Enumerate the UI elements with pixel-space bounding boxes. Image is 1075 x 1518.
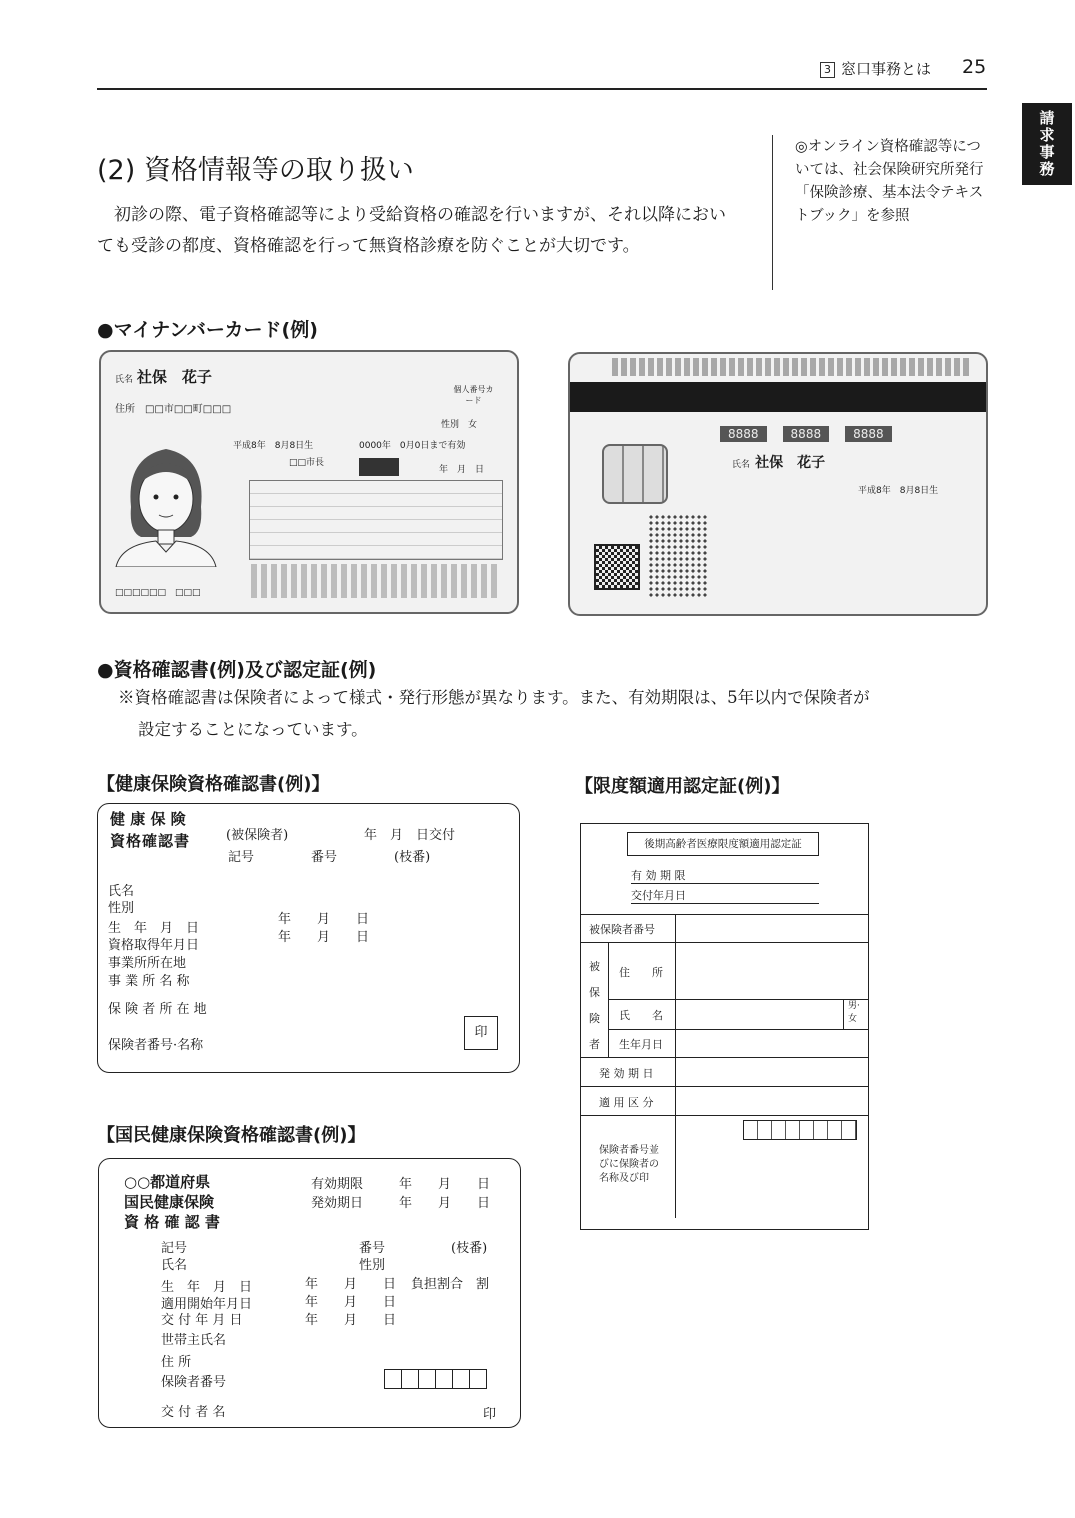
card-name: 社保 花子	[136, 368, 212, 386]
kokumin-pref: ○○都道府県	[124, 1173, 211, 1191]
card-address-label: 住所	[115, 404, 135, 415]
side-tab: 請求事務	[1022, 103, 1072, 185]
kokumin-bango: 番号	[359, 1241, 386, 1256]
card-bottom-codes: □□□□□□ □□□	[115, 588, 201, 598]
kokumin-yuko-value: 年 月 日	[399, 1177, 491, 1192]
ic-chip	[602, 444, 668, 504]
gendo-number-grid	[743, 1120, 857, 1140]
number-block: 8888	[720, 426, 767, 442]
card-back-name-label: 氏名	[732, 460, 751, 470]
section-title: 窓口事務とは	[841, 60, 932, 78]
card-sex: 女	[468, 420, 478, 430]
kenko-shutoku: 資格取得年月日	[108, 938, 200, 953]
kenko-kofu: 年 月 日交付	[364, 828, 456, 843]
kokumin-kigo: 記号	[161, 1241, 188, 1256]
kenko-hihokensha: (被保険者)	[226, 828, 289, 843]
gendo-title: 後期高齢者医療限度額適用認定証	[627, 832, 819, 856]
card-name-label: 氏名	[115, 375, 134, 385]
intro-text: 初診の際、電子資格確認等により受給資格の確認を行いますが、それ以降においても受診の都度、資格確認を行って無資格診療を防ぐことが大切です。	[97, 205, 726, 256]
kenko-seinengappi-value: 年 月 日	[278, 912, 370, 927]
mynumber-heading: ●マイナンバーカード(例)	[97, 319, 318, 341]
kokumin-edaban: (枝番)	[451, 1241, 488, 1256]
kokumin-heading: 【国民健康保険資格確認書(例)】	[97, 1125, 366, 1146]
mynumber-card-front	[99, 350, 519, 614]
kenko-shutoku-value: 年 月 日	[278, 930, 370, 945]
card-back-name: 社保 花子	[755, 455, 826, 471]
gendo-danjo: 男·女	[848, 1001, 860, 1024]
note-divider	[772, 135, 773, 290]
card-signature-area	[249, 480, 503, 560]
card-issuer: □□市長	[289, 458, 325, 468]
kokumin-hakko-value: 年 月 日	[399, 1196, 491, 1211]
kokumin-seibetsu: 性別	[359, 1258, 386, 1273]
kenko-title1: 健 康 保 険	[110, 810, 186, 828]
kokumin-futan: 負担割合 割	[411, 1277, 490, 1292]
card-seal	[359, 458, 399, 476]
qr-code	[594, 544, 640, 590]
gendo-form	[580, 823, 869, 1230]
kokumin-form	[98, 1158, 521, 1428]
card-ym: 年 月 日	[439, 465, 485, 475]
gendo-hihokensha: 被保険者	[589, 960, 600, 1051]
number-block: 8888	[845, 426, 892, 442]
kokumin-number-grid	[385, 1369, 487, 1393]
shikaku-note-line1: ※資格確認書は保険者によって様式・発行形態が異なります。また、有効期限は、5年以内で保険者が	[118, 688, 870, 707]
gendo-kofu: 交付年月日	[631, 887, 819, 904]
kenko-seal-box: 印	[464, 1016, 498, 1050]
kokumin-yuko: 有効期限	[311, 1177, 364, 1192]
card-photo	[111, 437, 221, 567]
number-boxes	[720, 423, 892, 442]
kokumin-hokensha-bango: 保険者番号	[161, 1375, 227, 1390]
card-dotcodes	[251, 564, 501, 598]
dot-grid	[648, 514, 708, 599]
card-back-dots	[612, 358, 972, 376]
header-rule	[97, 88, 987, 90]
card-address: □□市□□町□□□	[145, 404, 232, 415]
kokumin-seinengappi: 生 年 月 日	[161, 1280, 253, 1295]
kenko-form	[97, 803, 520, 1073]
side-note: ◎オンライン資格確認等については、社会保険研究所発行「保険診療、基本法令テキストブック」を参照	[795, 139, 984, 224]
gendo-hakko: 発 効 期 日	[599, 1067, 654, 1080]
gendo-jusho: 住 所	[619, 966, 663, 979]
kenko-edaban: (枝番)	[394, 850, 431, 865]
kenko-hokensha-bango: 保険者番号·名称	[108, 1038, 204, 1053]
kokumin-jusho: 住 所	[161, 1355, 192, 1370]
kokumin-seinengappi-value: 年 月 日	[305, 1277, 397, 1292]
kenko-jigyosho-shozai: 事業所所在地	[108, 956, 187, 971]
kokumin-setai: 世帯主氏名	[161, 1333, 227, 1348]
kenko-heading: 【健康保険資格確認書(例)】	[97, 774, 330, 795]
kokumin-title1: 国民健康保険	[124, 1193, 215, 1211]
gendo-kubun: 適 用 区 分	[599, 1096, 654, 1109]
mynumber-card-back	[568, 352, 988, 616]
kokumin-hakko: 発効期日	[311, 1196, 364, 1211]
page-header	[820, 58, 931, 79]
section-number: 3	[820, 62, 835, 78]
kokumin-tekiyo: 適用開始年月日	[161, 1297, 253, 1312]
gendo-shimei: 氏 名	[619, 1009, 663, 1022]
kokumin-title2: 資 格 確 認 書	[124, 1213, 220, 1231]
kokumin-kofu: 交 付 年 月 日	[161, 1313, 243, 1328]
card-birth: 平成8年 8月8日生	[233, 441, 314, 451]
kenko-seibetsu: 性別	[108, 901, 135, 916]
gendo-yuko: 有 効 期 限	[631, 867, 819, 884]
card-back-birth: 平成8年 8月8日生	[858, 486, 939, 496]
gendo-seinengappi: 生年月日	[619, 1038, 663, 1051]
shikaku-heading: ●資格確認書(例)及び認定証(例)	[97, 659, 377, 681]
card-sex-label: 性別	[441, 420, 460, 430]
kokumin-tekiyo-value: 年 月 日	[305, 1295, 397, 1310]
kokumin-shimei: 氏名	[161, 1258, 188, 1273]
kenko-shimei: 氏名	[108, 884, 135, 899]
kokumin-kofu-value: 年 月 日	[305, 1313, 397, 1328]
gendo-hokensha: 保険者番号並びに保険者の名称及び印	[599, 1145, 659, 1184]
kenko-bango: 番号	[311, 850, 338, 865]
number-block: 8888	[783, 426, 830, 442]
card-expiry: 0000年 0月0日まで有効	[359, 441, 466, 451]
gendo-heading: 【限度額適用認定証(例)】	[575, 776, 790, 797]
kenko-hokensha-shozai: 保 険 者 所 在 地	[108, 1002, 207, 1017]
section-heading: (2) 資格情報等の取り扱い	[97, 155, 414, 186]
kenko-kigo: 記号	[228, 850, 255, 865]
magnetic-stripe	[570, 382, 986, 412]
card-kojin-label: 個人番号カード	[453, 385, 494, 405]
shikaku-note-line2: 設定することになっています。	[138, 720, 368, 739]
kokumin-seal: 印	[483, 1407, 497, 1422]
kokumin-kofusha: 交 付 者 名	[161, 1405, 226, 1420]
kenko-title2: 資格確認書	[110, 832, 191, 850]
page-number: 25	[962, 56, 987, 78]
kenko-seinengappi: 生 年 月 日	[108, 921, 200, 936]
kenko-jigyosho-meisho: 事 業 所 名 称	[108, 974, 190, 989]
portrait-icon	[111, 437, 221, 567]
gendo-hihokensha-bango: 被保険者番号	[589, 923, 655, 936]
